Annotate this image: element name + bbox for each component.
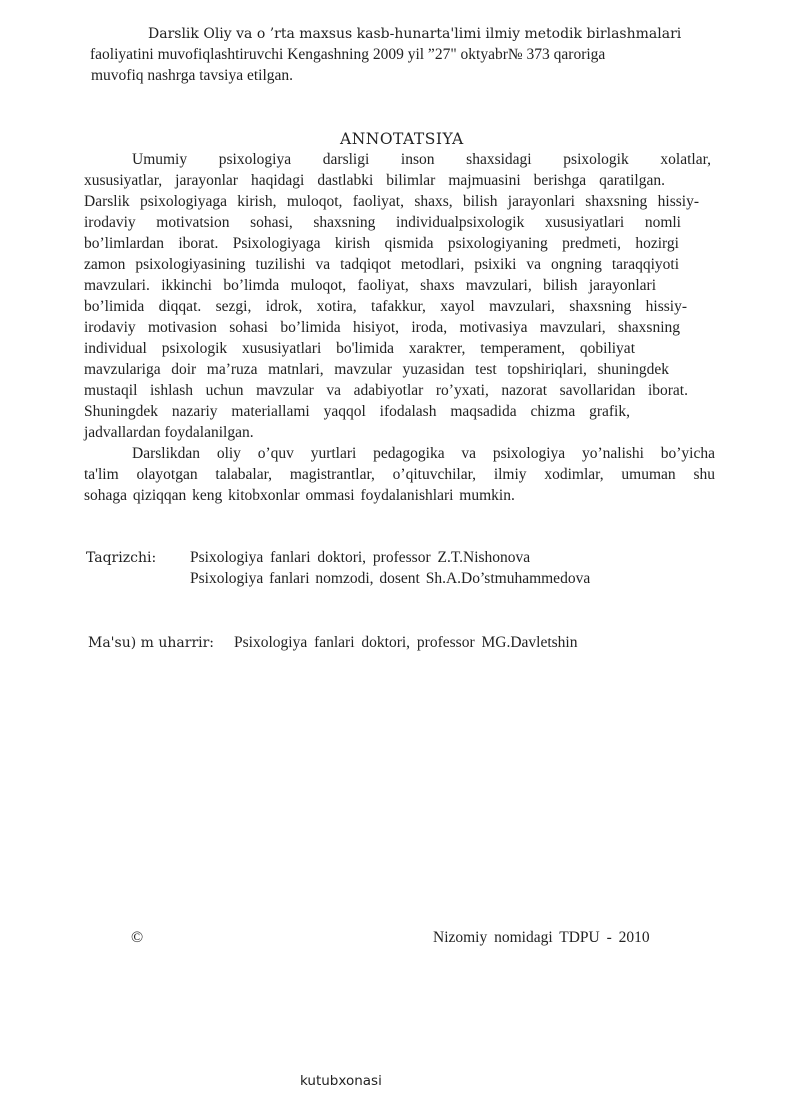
annotation-line-6: zamon psixologiyasining tuzilishi va tadqiqot metodlari, psixiki va ongning taraqqiyoti (84, 256, 679, 273)
annotation-line-11: mavzulariga doir ma’ruza matnlari, mavzular yuzasidan test topshiriqlari, shuningdek (84, 361, 669, 378)
footer-watermark: kutubxonasi (300, 1073, 382, 1089)
reviewers-label: Taqrizchi: (86, 550, 157, 566)
publisher-line: Nizomiy nomidagi TDPU - 2010 (433, 929, 650, 946)
annotation-line-7: mavzulari. ikkinchi bo’limda muloqot, faoliyat, shaxs mavzulari, bilish jarayonlari (84, 277, 656, 294)
annotation-line-15: Darslikdan oliy o’quv yurtlari pedagogika va psixologiya yo’nalishi bo’yicha (132, 445, 715, 462)
annotation-line-3: Darslik psixologiyaga kirish, muloqot, faoliyat, shaxs, bilish jarayonlari shaxsning hissiy- (84, 193, 699, 210)
recommendation-line-1: Darslik Oliy va o ’rta maxsus kasb-hunarta'limi ilmiy metodik birlashmalari (148, 26, 682, 42)
annotation-line-13: Shuningdek nazariy materiallami yaqqol ifodalash maqsadida chizma grafik, (84, 403, 630, 420)
annotation-line-9: irodaviy motivasion sohasi bo’limida hisiyot, iroda, motivasiya mavzulari, shaxsning (84, 319, 680, 336)
annotation-line-8: bo’limida diqqat. sezgi, idrok, xotira, tafakkur, xayol mavzulari, shaxsning hissiy- (84, 298, 687, 315)
editor-label: Ma'su) m uharrir: (88, 635, 215, 651)
annotation-line-1: Umumiy psixologiya darsligi inson shaxsidagi psixologik xolatlar, (132, 151, 711, 168)
reviewer-2: Psixologiya fanlari nomzodi, dosent Sh.A.Do’stmuhammedova (190, 570, 591, 587)
annotation-line-2: xususiyatlar, jarayonlar haqidagi dastlabki bilimlar majmuasini berishga qaratilgan. (84, 172, 665, 189)
annotation-line-10: individual psixologik xususiyatlari bo'limida xarakтer, temperament, qobiliyat (84, 340, 635, 357)
recommendation-line-3: muvofiq nashrga tavsiya etilgan. (91, 67, 294, 84)
annotation-heading: ANNOTATSIYA (340, 130, 464, 148)
annotation-line-16: ta'lim olayotgan talabalar, magistrantlar, o’qituvchilar, ilmiy xodimlar, umuman shu (84, 466, 715, 483)
annotation-line-14: jadvallardan foydalanilgan. (84, 424, 254, 441)
annotation-line-5: bo’limlardan iborat. Psixologiyaga kirish qismida psixologiyaning predmeti, hozirgi (84, 235, 679, 252)
annotation-line-12: mustaqil ishlash uchun mavzular va adabiyotlar ro’yxati, nazorat savollaridan iborat. (84, 382, 688, 399)
annotation-line-4: irodaviy motivatsion sohasi, shaxsning individualpsixologik xususiyatlari nomli (84, 214, 681, 231)
reviewer-1: Psixologiya fanlari doktori, professor Z.T.Nishonova (190, 549, 531, 566)
recommendation-line-2: faoliyatini muvofiqlashtiruvchi Kengashning 2009 yil ”27" oktyabr№ 373 qaroriga (90, 46, 606, 63)
editor-name: Psixologiya fanlari doktori, professor MG.Davletshin (234, 634, 578, 651)
copyright-symbol: © (131, 929, 144, 946)
annotation-line-17: sohaga qiziqqan keng kitobxonlar ommasi foydalanishlari mumkin. (84, 487, 515, 504)
